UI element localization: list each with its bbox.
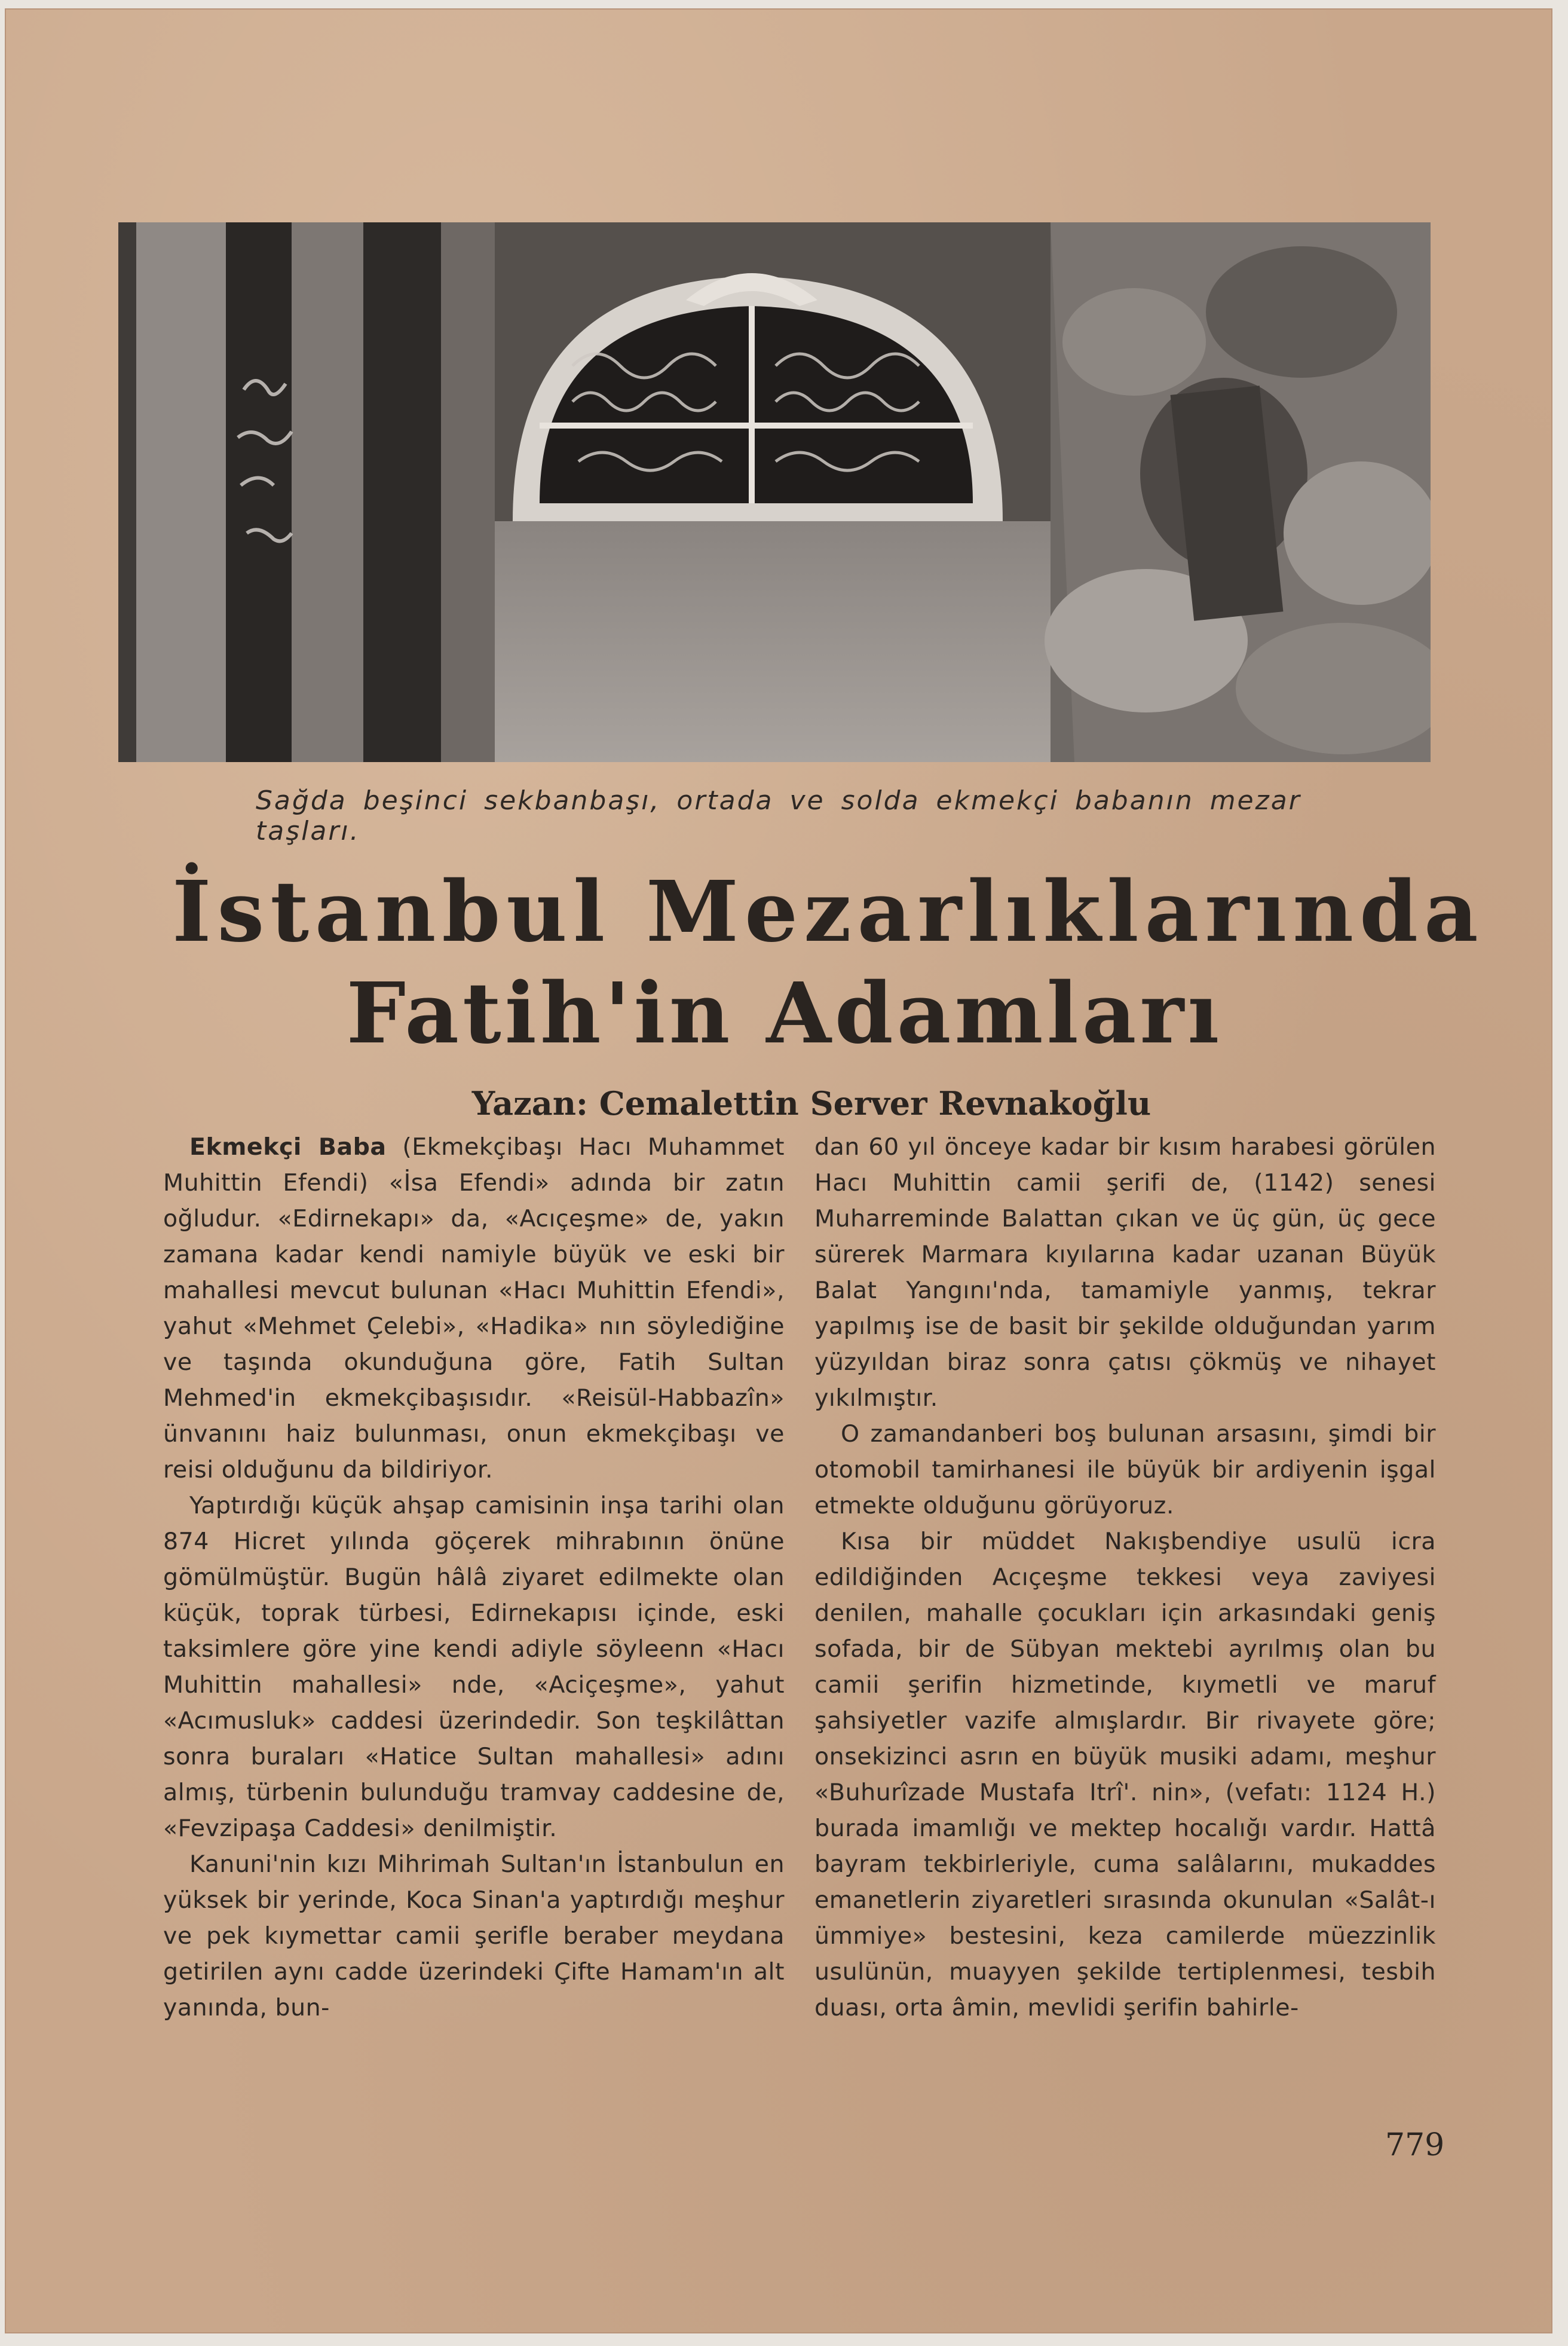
article-column-left (163, 1129, 785, 2026)
article-title-line2: Fatih'in Adamları (346, 965, 1223, 1063)
photo-caption: Sağda beşinci sekbanbaşı, ortada ve solda ekmekçi babanın mezar taşları. (256, 785, 1301, 846)
author-byline: Yazan: Cemalettin Server Revnakoğlu (471, 1084, 1152, 1122)
article-paragraph: Kanuni'nin kızı Mihrimah Sultan'ın İstanbulun en yüksek bir yerinde, Koca Sinan'a yaptırdığı meşhur ve pek kıymettar camii şerifle beraber meydana getirilen aynı cadde üzerindeki Çifte Hamam'ın alt yanında, bun- (163, 1851, 785, 2021)
article-paragraph: dan 60 yıl önceye kadar bir kısım harabesi görülen Hacı Muhittin camii şerifi de, (1142) senesi Muharreminde Balattan çıkan ve üç gün, üç gece sürerek Marmara kıyılarına kadar uzanan Büyük Balat Yangını'nda, tamamiyle yanmış, tekrar yapılmış ise de basit bir şekilde olduğundan yarım yüzyıldan biraz sonra çatısı çökmüş ve nihayet yıkılmıştır. (814, 1133, 1436, 1412)
tombstones-photo-illustration (118, 222, 1431, 762)
article-title-line1: İstanbul Mezarlıklarında (172, 863, 1484, 961)
article-column-right (814, 1129, 1436, 2026)
article-paragraph-text: (Ekmekçibaşı Hacı Muhammet Muhittin Efendi) «İsa Efendi» adında bir zatın oğludur. «Edirnekapı» da, «Acıçeşme» de, yakın zamana kadar kendi namiyle büyük ve eski bir mahallesi mevcut bulunan «Hacı Muhittin Efendi», yahut «Mehmet Çelebi», «Hadika» nın söylediğine ve taşında okunduğuna göre, Fatih Sultan Mehmed'in ekmekçibaşısıdır. «Reisül-Habbazîn» ünvanını haiz bulunması, onun ekmekçibaşı ve reisi olduğunu da bildiriyor. (163, 1133, 785, 1484)
article-paragraph (163, 1129, 785, 1488)
article-paragraph: O zamandanberi boş bulunan arsasını, şimdi bir otomobil tamirhanesi ile büyük bir ardiyenin işgal etmekte olduğunu görüyoruz. (814, 1420, 1436, 1519)
article-paragraph: Kısa bir müddet Nakışbendiye usulü icra edildiğinden Acıçeşme tekkesi veya zaviyesi denilen, mahalle çocukları için arkasındaki geniş sofada, bir de Sübyan mektebi ayrılmış olan bu camii şerifin hizmetinde, kıymetli ve maruf şahsiyetler vazife almışlardır. Bir rivayete göre; onsekizinci asrın en büyük musiki adamı, meşhur «Buhurîzade Mustafa Itrî'. nin», (vefatı: 1124 H.) burada imamlığı ve mektep hocalığı vardır. Hattâ bayram tekbirleriyle, cuma salâlarını, mukaddes emanetlerin ziyaretleri sırasında okunulan «Salât-ı ümmiye» bestesini, keza camilerde müezzinlik usulünün, muayyen şekilde tertiplenmesi, tesbih duası, orta âmin, mevlidi şerifin bahirle- (814, 1528, 1436, 2021)
page-number: 779 (1385, 2127, 1445, 2163)
article-paragraph: Yaptırdığı küçük ahşap camisinin inşa tarihi olan 874 Hicret yılında göçerek mihrabının önüne gömülmüştür. Bugün hâlâ ziyaret edilmekte olan küçük, toprak türbesi, Edirnekapısı içinde, eski taksimlere göre yine kendi adiyle söyleenn «Hacı Muhittin mahallesi» nde, «Aciçeşme», yahut «Acımusluk» caddesi üzerindedir. Son teşkilâttan sonra buraları «Hatice Sultan mahallesi» adını almış, türbenin bulunduğu tramvay caddesine de, «Fevzipaşa Caddesi» denilmiştir. (163, 1492, 785, 1842)
magazine-page (5, 8, 1552, 2333)
article-lead-name: Ekmekçi Baba (189, 1133, 387, 1161)
tombstones-photo (118, 222, 1431, 762)
